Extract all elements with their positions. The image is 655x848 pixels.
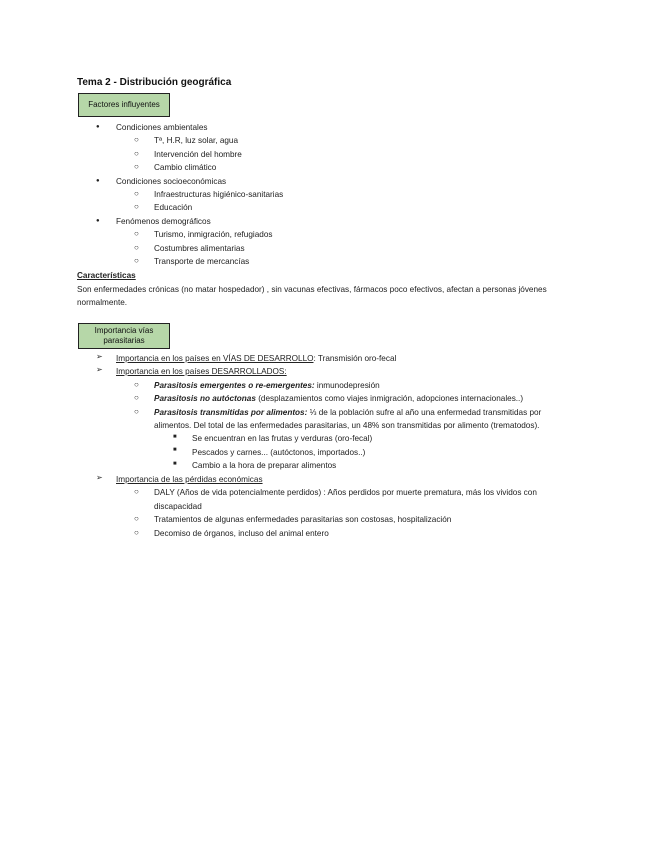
circle-bullet-icon: ○	[134, 514, 139, 523]
circle-bullet-icon: ○	[134, 528, 139, 537]
page-title: Tema 2 - Distribución geográfica	[77, 77, 232, 88]
item-underlined: Importancia en los países DESARROLLADOS:	[116, 367, 287, 376]
list-item	[154, 393, 523, 404]
caracteristicas-heading: Características	[77, 271, 136, 280]
square-bullet-icon: ■	[173, 447, 177, 453]
importancia-box-label: Importancia vías parasitarias	[94, 326, 154, 345]
arrow-icon: ➢	[96, 365, 103, 374]
list-item: Condiciones ambientales	[116, 123, 208, 132]
bullet-icon: ●	[96, 124, 100, 130]
caracteristicas-text: Son enfermedades crónicas (no matar hospedador) , sin vacunas efectivas, fármacos poco efectivos, afectan a personas jóvenes	[77, 285, 547, 294]
bullet-icon: ●	[96, 218, 100, 224]
list-item: Pescados y carnes... (autóctonos, importados..)	[192, 448, 366, 457]
square-bullet-icon: ■	[173, 461, 177, 467]
list-item: Se encuentran en las frutas y verduras (oro-fecal)	[192, 434, 373, 443]
item-bold: Parasitosis no autóctonas	[154, 394, 256, 403]
circle-bullet-icon: ○	[134, 162, 139, 171]
list-item: Intervención del hombre	[154, 150, 242, 159]
circle-bullet-icon: ○	[134, 229, 139, 238]
circle-bullet-icon: ○	[134, 256, 139, 265]
list-item	[154, 407, 541, 418]
item-underlined: Importancia en los países en VÍAS DE DESARROLLO	[116, 354, 314, 363]
arrow-icon: ➢	[96, 473, 103, 482]
circle-bullet-icon: ○	[134, 393, 139, 402]
square-bullet-icon: ■	[173, 434, 177, 440]
list-item: Infraestructuras higiénico-sanitarias	[154, 190, 284, 199]
list-item: Tª, H.R, luz solar, agua	[154, 136, 239, 145]
list-item: Turismo, inmigración, refugiados	[154, 230, 273, 239]
circle-bullet-icon: ○	[134, 202, 139, 211]
list-item: Costumbres alimentarias	[154, 244, 245, 253]
importancia-box	[78, 323, 170, 349]
list-item: Decomiso de órganos, incluso del animal entero	[154, 529, 329, 538]
list-item	[116, 353, 396, 364]
item-text: : Transmisión oro-fecal	[313, 354, 397, 363]
list-item: Condiciones socioeconómicas	[116, 177, 227, 186]
list-item	[116, 366, 287, 377]
circle-bullet-icon: ○	[134, 487, 139, 496]
list-item: Fenómenos demográficos	[116, 217, 211, 226]
circle-bullet-icon: ○	[134, 135, 139, 144]
circle-bullet-icon: ○	[134, 149, 139, 158]
list-item-continuation: alimentos. Del total de las enfermedades parasitarias, un 48% son transmitidas por alimento (trematodos).	[154, 421, 540, 430]
list-item: DALY (Años de vida potencialmente perdidos) : Años perdidos por muerte prematura, más los vividos con	[154, 488, 537, 497]
circle-bullet-icon: ○	[134, 380, 139, 389]
factores-box	[78, 93, 170, 117]
item-text: ⅓ de la población sufre al año una enfermedad transmitidas por	[307, 408, 542, 417]
circle-bullet-icon: ○	[134, 243, 139, 252]
item-text: (desplazamientos como viajes inmigración, adopciones internacionales..)	[255, 394, 524, 403]
circle-bullet-icon: ○	[134, 189, 139, 198]
arrow-icon: ➢	[96, 352, 103, 361]
list-item: Tratamientos de algunas enfermedades parasitarias son costosas, hospitalización	[154, 515, 452, 524]
item-bold: Parasitosis transmitidas por alimentos:	[154, 408, 308, 417]
item-bold: Parasitosis emergentes o re-emergentes:	[154, 381, 315, 390]
item-underlined: Importancia de las pérdidas económicas	[116, 475, 263, 484]
list-item	[116, 474, 263, 485]
list-item: Cambio climático	[154, 163, 217, 172]
list-item-continuation: discapacidad	[154, 502, 202, 511]
list-item: Educación	[154, 203, 193, 212]
bullet-icon: ●	[96, 178, 100, 184]
item-text: inmunodepresión	[314, 381, 380, 390]
list-item	[154, 380, 380, 391]
circle-bullet-icon: ○	[134, 407, 139, 416]
list-item: Transporte de mercancías	[154, 257, 250, 266]
factores-box-label: Factores influyentes	[88, 100, 160, 109]
caracteristicas-text: normalmente.	[77, 298, 128, 307]
list-item: Cambio a la hora de preparar alimentos	[192, 461, 337, 470]
